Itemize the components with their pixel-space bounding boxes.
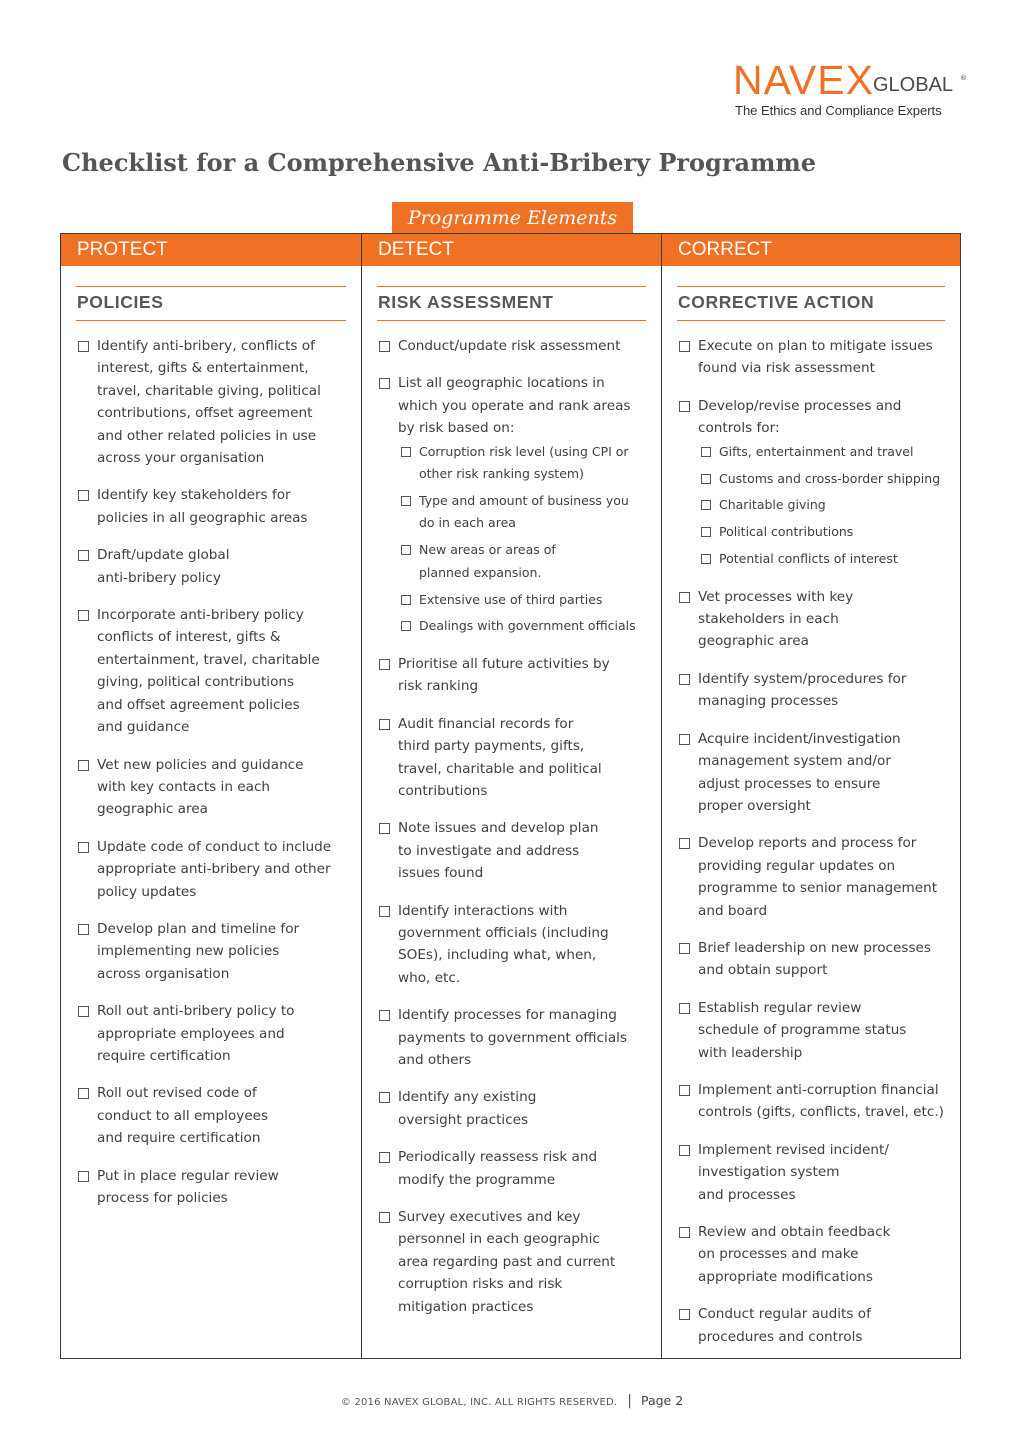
navex-global-logo bbox=[733, 58, 973, 120]
item-text-line: geographic area bbox=[698, 633, 809, 650]
item-text-line: and require certification bbox=[97, 1130, 261, 1147]
checklist-item bbox=[679, 395, 956, 571]
sub-checklist-item bbox=[398, 589, 655, 611]
item-text-line: Vet new policies and guidance bbox=[97, 756, 304, 773]
sub-item-text-line: Potential conflicts of interest bbox=[719, 551, 898, 567]
item-text-line: appropriate modifications bbox=[698, 1268, 873, 1285]
item-text-line: Identify interactions with bbox=[398, 902, 568, 919]
checklist-item bbox=[379, 1004, 655, 1071]
item-text-line: Develop/revise processes and bbox=[698, 397, 902, 414]
item-text-line: Develop reports and process for bbox=[698, 835, 917, 852]
item-text-line: payments to government officials bbox=[398, 1029, 628, 1046]
sub-item-text-line: do in each area bbox=[419, 515, 516, 531]
checklist-item bbox=[679, 586, 956, 653]
sub-item-text-line: Gifts, entertainment and travel bbox=[719, 443, 914, 459]
checklist-items bbox=[379, 335, 655, 1333]
footer-separator: | bbox=[627, 1393, 632, 1409]
column-detect bbox=[361, 234, 661, 1358]
item-text-line: and guidance bbox=[97, 719, 190, 736]
item-text-line: and offset agreement policies bbox=[97, 696, 300, 713]
checklist-item bbox=[679, 668, 956, 713]
sub-item-text-line: Charitable giving bbox=[719, 497, 826, 513]
checklist-item bbox=[379, 372, 655, 637]
checkbox-icon[interactable] bbox=[401, 621, 411, 631]
item-text-line: personnel in each geographic bbox=[398, 1231, 600, 1248]
checklist-item bbox=[379, 1146, 655, 1191]
column-correct bbox=[661, 234, 960, 1358]
sub-checklist-item bbox=[398, 615, 655, 637]
item-text-line: Implement revised incident/ bbox=[698, 1141, 889, 1158]
page-title: Checklist for a Comprehensive Anti-Bribery Programme bbox=[62, 148, 817, 177]
checklist-item bbox=[78, 918, 355, 985]
item-text-line: travel, charitable giving, political bbox=[97, 382, 321, 399]
item-text-line: oversight practices bbox=[398, 1111, 529, 1128]
column-protect bbox=[61, 234, 361, 1358]
section-title: CORRECTIVE ACTION bbox=[677, 286, 945, 321]
item-text-line: modify the programme bbox=[398, 1171, 556, 1188]
item-text-line: controls for: bbox=[698, 420, 780, 437]
sub-checklist-item bbox=[698, 548, 956, 570]
checklist-item bbox=[379, 1206, 655, 1318]
checklist-item bbox=[78, 335, 355, 469]
item-text-line: to investigate and address bbox=[398, 842, 580, 859]
item-text-line: geographic area bbox=[97, 801, 208, 818]
checkbox-icon[interactable] bbox=[679, 734, 690, 745]
item-text-line: proper oversight bbox=[698, 797, 811, 814]
item-text-line: Survey executives and key bbox=[398, 1209, 581, 1225]
item-text-line: appropriate anti-bribery and other bbox=[97, 861, 331, 878]
item-text-line: who, etc. bbox=[398, 969, 461, 986]
checkbox-icon[interactable] bbox=[679, 341, 690, 352]
column-heading: CORRECT bbox=[662, 234, 960, 266]
column-heading: DETECT bbox=[362, 234, 661, 266]
checkbox-icon[interactable] bbox=[379, 659, 390, 670]
sub-item-text-line: Customs and cross-border shipping bbox=[719, 470, 941, 486]
item-text-line: controls (gifts, conflicts, travel, etc.) bbox=[698, 1104, 944, 1121]
item-text-line: Audit financial records for bbox=[398, 715, 574, 732]
item-text-line: Acquire incident/investigation bbox=[698, 730, 901, 747]
item-text-line: area regarding past and current bbox=[398, 1253, 616, 1270]
checklist-item bbox=[379, 817, 655, 884]
checklist-item bbox=[78, 544, 355, 589]
item-text-line: with key contacts in each bbox=[97, 778, 271, 795]
checkbox-icon[interactable] bbox=[401, 545, 411, 555]
item-text-line: Conduct/update risk assessment bbox=[398, 338, 621, 354]
sub-checklist-item bbox=[698, 468, 956, 490]
checklist-table bbox=[60, 233, 961, 1359]
checkbox-icon[interactable] bbox=[78, 610, 89, 621]
item-text-line: Vet processes with key bbox=[698, 588, 854, 605]
checkbox-icon[interactable] bbox=[78, 1006, 89, 1017]
checklist-item bbox=[78, 836, 355, 903]
checkbox-icon[interactable] bbox=[679, 1309, 690, 1320]
item-text-line: Identify anti-bribery, conflicts of bbox=[97, 338, 315, 354]
checkbox-icon[interactable] bbox=[78, 924, 89, 935]
sub-item-text-line: Political contributions bbox=[719, 524, 854, 540]
page-footer bbox=[0, 1393, 1024, 1409]
item-text-line: Brief leadership on new processes bbox=[698, 939, 931, 956]
item-text-line: Identify system/procedures for bbox=[698, 670, 907, 687]
checkbox-icon[interactable] bbox=[78, 1171, 89, 1182]
item-text-line: across your organisation bbox=[97, 450, 265, 467]
item-text-line: travel, charitable and political bbox=[398, 760, 602, 777]
checkbox-icon[interactable] bbox=[679, 943, 690, 954]
checklist-item bbox=[679, 832, 956, 922]
sub-item-text-line: New areas or areas of bbox=[419, 542, 556, 558]
sub-item-text-line: Type and amount of business you bbox=[419, 492, 629, 508]
item-text-line: conduct to all employees bbox=[97, 1107, 269, 1124]
page-number: Page 2 bbox=[640, 1393, 684, 1408]
item-text-line: adjust processes to ensure bbox=[698, 775, 881, 792]
item-text-line: policies in all geographic areas bbox=[97, 509, 308, 526]
item-text-line: with leadership bbox=[698, 1044, 803, 1061]
checkbox-icon[interactable] bbox=[379, 719, 390, 730]
sub-item-text-line: Corruption risk level (using CPI or bbox=[419, 443, 629, 459]
item-text-line: Note issues and develop plan bbox=[398, 820, 599, 837]
sub-item-text-line: planned expansion. bbox=[419, 564, 542, 580]
checklist-items bbox=[78, 335, 355, 1224]
item-text-line: providing regular updates on bbox=[698, 857, 896, 874]
checklist-item bbox=[679, 1221, 956, 1288]
checkbox-icon[interactable] bbox=[78, 842, 89, 853]
checkbox-icon[interactable] bbox=[78, 1088, 89, 1099]
item-text-line: Develop plan and timeline for bbox=[97, 920, 300, 937]
checkbox-icon[interactable] bbox=[701, 500, 711, 510]
checklist-item bbox=[379, 335, 655, 357]
item-text-line: process for policies bbox=[97, 1190, 228, 1206]
item-text-line: Execute on plan to mitigate issues bbox=[698, 338, 933, 354]
checklist-item bbox=[679, 728, 956, 818]
item-text-line: mitigation practices bbox=[398, 1298, 534, 1315]
item-text-line: Establish regular review bbox=[698, 999, 862, 1016]
logo-global: GLOBAL bbox=[873, 74, 954, 96]
item-text-line: Incorporate anti-bribery policy bbox=[97, 607, 304, 624]
checkbox-icon[interactable] bbox=[379, 823, 390, 834]
item-text-line: Identify any existing bbox=[398, 1089, 537, 1106]
logo-tagline: The Ethics and Compliance Experts bbox=[735, 103, 942, 118]
checkbox-icon[interactable] bbox=[78, 490, 89, 501]
sub-checklist-item bbox=[398, 490, 655, 535]
checkbox-icon[interactable] bbox=[401, 447, 411, 457]
item-text-line: require certification bbox=[97, 1047, 231, 1064]
checklist-item bbox=[679, 1079, 956, 1124]
sub-checklist-item bbox=[398, 539, 655, 584]
item-text-line: entertainment, travel, charitable bbox=[97, 651, 320, 668]
item-text-line: Conduct regular audits of bbox=[698, 1306, 871, 1323]
checkbox-icon[interactable] bbox=[379, 1212, 390, 1223]
checklist-item bbox=[379, 653, 655, 698]
checkbox-icon[interactable] bbox=[701, 527, 711, 537]
checklist-item bbox=[78, 1082, 355, 1149]
checkbox-icon[interactable] bbox=[379, 1010, 390, 1021]
checkbox-icon[interactable] bbox=[701, 447, 711, 457]
sub-checklist-item bbox=[398, 441, 655, 486]
item-text-line: conflicts of interest, gifts & bbox=[97, 629, 281, 646]
sub-item-text-line: Dealings with government officials bbox=[419, 618, 636, 634]
item-text-line: third party payments, gifts, bbox=[398, 738, 585, 755]
sub-checklist bbox=[398, 441, 655, 638]
item-text-line: Review and obtain feedback bbox=[698, 1224, 891, 1240]
item-text-line: List all geographic locations in bbox=[398, 375, 605, 392]
copyright-text: © 2016 NAVEX GLOBAL, INC. ALL RIGHTS RESERVED. bbox=[340, 1397, 618, 1408]
item-text-line: corruption risks and risk bbox=[398, 1276, 563, 1293]
item-text-line: across organisation bbox=[97, 965, 230, 982]
checkbox-icon[interactable] bbox=[679, 674, 690, 685]
checkbox-icon[interactable] bbox=[78, 760, 89, 771]
checklist-item bbox=[78, 1000, 355, 1067]
sub-checklist-item bbox=[698, 494, 956, 516]
checklist-item bbox=[679, 1139, 956, 1206]
item-text-line: by risk based on: bbox=[398, 420, 515, 437]
item-text-line: stakeholders in each bbox=[698, 611, 839, 628]
checklist-item bbox=[679, 335, 956, 380]
checkbox-icon[interactable] bbox=[679, 838, 690, 849]
checkbox-icon[interactable] bbox=[679, 401, 690, 412]
checkbox-icon[interactable] bbox=[78, 341, 89, 352]
item-text-line: anti-bribery policy bbox=[97, 569, 221, 586]
sub-checklist-item bbox=[698, 521, 956, 543]
item-text-line: SOEs), including what, when, bbox=[398, 947, 597, 964]
item-text-line: management system and/or bbox=[698, 753, 891, 770]
checklist-item bbox=[78, 604, 355, 738]
item-text-line: Put in place regular review bbox=[97, 1167, 279, 1184]
checklist-item bbox=[78, 754, 355, 821]
checklist-item bbox=[379, 900, 655, 990]
item-text-line: issues found bbox=[398, 865, 484, 882]
checklist-item bbox=[379, 1086, 655, 1131]
item-text-line: Periodically reassess risk and bbox=[398, 1149, 598, 1166]
checkbox-icon[interactable] bbox=[379, 341, 390, 352]
checkbox-icon[interactable] bbox=[679, 1145, 690, 1156]
checklist-item bbox=[379, 713, 655, 803]
item-text-line: interest, gifts & entertainment, bbox=[97, 360, 309, 377]
item-text-line: on processes and make bbox=[698, 1246, 859, 1263]
checkbox-icon[interactable] bbox=[78, 550, 89, 561]
checklist-item bbox=[78, 484, 355, 529]
checklist-item bbox=[679, 997, 956, 1064]
item-text-line: Roll out revised code of bbox=[97, 1085, 257, 1102]
registered-mark: ® bbox=[960, 74, 967, 82]
item-text-line: contributions, offset agreement bbox=[97, 405, 313, 422]
checkbox-icon[interactable] bbox=[379, 1092, 390, 1103]
checkbox-icon[interactable] bbox=[379, 1152, 390, 1163]
checkbox-icon[interactable] bbox=[679, 592, 690, 603]
programme-elements-label: Programme Elements bbox=[392, 202, 633, 234]
item-text-line: programme to senior management bbox=[698, 880, 938, 897]
checkbox-icon[interactable] bbox=[379, 378, 390, 389]
checkbox-icon[interactable] bbox=[701, 474, 711, 484]
sub-item-text-line: other risk ranking system) bbox=[419, 466, 584, 482]
item-text-line: and board bbox=[698, 902, 768, 919]
item-text-line: Draft/update global bbox=[97, 547, 230, 564]
item-text-line: Identify key stakeholders for bbox=[97, 487, 291, 504]
item-text-line: schedule of programme status bbox=[698, 1022, 907, 1039]
checkbox-icon[interactable] bbox=[379, 906, 390, 917]
item-text-line: found via risk assessment bbox=[698, 360, 875, 377]
checkbox-icon[interactable] bbox=[401, 595, 411, 605]
logo-wordmark: NAVEX bbox=[733, 57, 874, 103]
checkbox-icon[interactable] bbox=[401, 496, 411, 506]
section-title: POLICIES bbox=[76, 286, 346, 321]
item-text-line: and others bbox=[398, 1051, 472, 1068]
item-text-line: implementing new policies bbox=[97, 943, 280, 960]
item-text-line: contributions bbox=[398, 782, 488, 799]
sub-item-text-line: Extensive use of third parties bbox=[419, 591, 603, 607]
checklist-item bbox=[679, 1303, 956, 1348]
column-heading: PROTECT bbox=[61, 234, 361, 266]
item-text-line: policy updates bbox=[97, 883, 197, 900]
item-text-line: managing processes bbox=[698, 693, 839, 710]
checklist-item bbox=[78, 1165, 355, 1210]
checklist-items bbox=[679, 335, 956, 1363]
item-text-line: risk ranking bbox=[398, 678, 479, 695]
item-text-line: Prioritise all future activities by bbox=[398, 655, 610, 672]
item-text-line: and processes bbox=[698, 1186, 796, 1203]
item-text-line: and other related policies in use bbox=[97, 427, 317, 444]
item-text-line: giving, political contributions bbox=[97, 674, 295, 691]
item-text-line: investigation system bbox=[698, 1164, 840, 1181]
item-text-line: Implement anti-corruption financial bbox=[698, 1081, 939, 1098]
checkbox-icon[interactable] bbox=[679, 1227, 690, 1238]
item-text-line: and obtain support bbox=[698, 962, 828, 979]
section-title: RISK ASSESSMENT bbox=[377, 286, 646, 321]
item-text-line: Roll out anti-bribery policy to bbox=[97, 1003, 295, 1020]
item-text-line: which you operate and rank areas bbox=[398, 397, 631, 414]
item-text-line: appropriate employees and bbox=[97, 1025, 285, 1042]
item-text-line: procedures and controls bbox=[698, 1328, 863, 1345]
sub-checklist-item bbox=[698, 441, 956, 463]
checkbox-icon[interactable] bbox=[679, 1003, 690, 1014]
item-text-line: Update code of conduct to include bbox=[97, 838, 332, 855]
item-text-line: Identify processes for managing bbox=[398, 1007, 617, 1024]
checklist-item bbox=[679, 937, 956, 982]
item-text-line: government officials (including bbox=[398, 924, 609, 941]
sub-checklist bbox=[698, 441, 956, 571]
checkbox-icon[interactable] bbox=[701, 554, 711, 564]
checkbox-icon[interactable] bbox=[679, 1085, 690, 1096]
